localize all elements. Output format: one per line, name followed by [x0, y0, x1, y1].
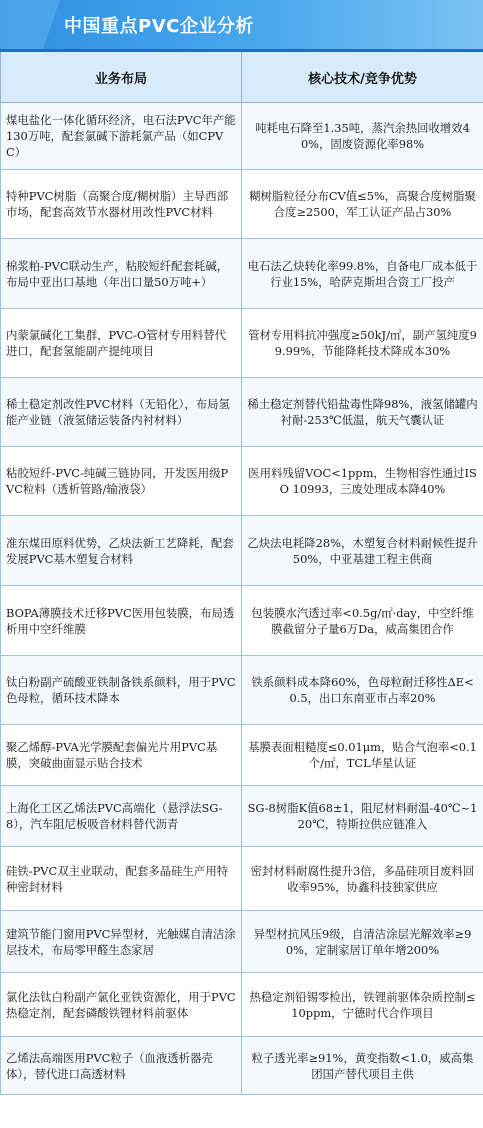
header-business-layout: 业务布局	[1, 52, 242, 103]
table-body	[1, 103, 483, 1095]
table-row	[1, 1037, 483, 1095]
business-layout-cell: 粘胶短纤-PVC-纯碱三链协同，开发医用级PVC粒料（透析管路/输液袋）	[1, 447, 242, 516]
core-advantage-cell: 异型材抗风压9级，自清洁涂层光解效率≥90%，定制家居订单年增200%	[242, 911, 483, 973]
business-layout-cell: 硅铁-PVC双主业联动，配套多晶硅生产用特种密封材料	[1, 847, 242, 911]
page-title: 中国重点PVC企业分析	[64, 16, 254, 37]
enterprise-table	[0, 52, 483, 1095]
title-bar	[0, 0, 483, 52]
business-layout-cell: 棉浆粕-PVC联动生产，粘胶短纤配套耗碱，布局中亚出口基地（年出口量50万吨+）	[1, 239, 242, 309]
header-core-advantage: 核心技术/竞争优势	[242, 52, 483, 103]
table-row	[1, 103, 483, 170]
business-layout-cell: 钛白粉副产硫酸亚铁制备铁系颜料，用于PVC色母粒，循环技术降本	[1, 656, 242, 725]
business-layout-cell: BOPA薄膜技术迁移PVC医用包装膜，布局透析用中空纤维膜	[1, 586, 242, 656]
core-advantage-cell: 稀土稳定剂替代铅盐毒性降98%，液氢储罐内衬耐-253℃低温，航天气囊认证	[242, 378, 483, 447]
core-advantage-cell: 基膜表面粗糙度≤0.01μm，贴合气泡率<0.1个/㎡，TCL华星认证	[242, 725, 483, 786]
table-row	[1, 170, 483, 239]
table-row	[1, 309, 483, 378]
table-row	[1, 378, 483, 447]
business-layout-cell: 特种PVC树脂（高聚合度/糊树脂）主导西部市场，配套高效节水器材用改性PVC材料	[1, 170, 242, 239]
table-row	[1, 973, 483, 1037]
table-row	[1, 447, 483, 516]
core-advantage-cell: 电石法乙炔转化率99.8%，自备电厂成本低于行业15%，哈萨克斯坦合资工厂投产	[242, 239, 483, 309]
table-row	[1, 786, 483, 847]
core-advantage-cell: 糊树脂粒径分布CV值≤5%，高聚合度树脂聚合度≥2500，军工认证产品占30%	[242, 170, 483, 239]
business-layout-cell: 乙烯法高端医用PVC粒子（血液透析器壳体），替代进口高透材料	[1, 1037, 242, 1095]
core-advantage-cell: 医用料残留VOC<1ppm，生物相容性通过ISO 10993，三废处理成本降40%	[242, 447, 483, 516]
table-row	[1, 516, 483, 586]
core-advantage-cell: 热稳定剂铅锡零检出，铁锂前驱体杂质控制≤10ppm，宁德时代合作项目	[242, 973, 483, 1037]
core-advantage-cell: 密封材料耐腐性提升3倍，多晶硅项目废料回收率95%，协鑫科技独家供应	[242, 847, 483, 911]
table-row	[1, 239, 483, 309]
core-advantage-cell: 粒子透光率≥91%，黄变指数<1.0，威高集团国产替代项目主供	[242, 1037, 483, 1095]
business-layout-cell: 聚乙烯醇-PVA光学膜配套偏光片用PVC基膜，突破曲面显示贴合技术	[1, 725, 242, 786]
core-advantage-cell: 乙炔法电耗降28%，木塑复合材料耐候性提升50%，中亚基建工程主供商	[242, 516, 483, 586]
business-layout-cell: 氯化法钛白粉副产氯化亚铁资源化，用于PVC热稳定剂，配套磷酸铁锂材料前驱体	[1, 973, 242, 1037]
business-layout-cell: 建筑节能门窗用PVC异型材，光触媒自清洁涂层技术，布局零甲醛生态家居	[1, 911, 242, 973]
table-header-row	[1, 52, 483, 103]
core-advantage-cell: 吨耗电石降至1.35吨，蒸汽余热回收增效40%，固废资源化率98%	[242, 103, 483, 170]
table-row	[1, 847, 483, 911]
business-layout-cell: 稀土稳定剂改性PVC材料（无铅化），布局氢能产业链（液氢储运装备内衬材料）	[1, 378, 242, 447]
core-advantage-cell: SG-8树脂K值68±1，阻尼材料耐温-40℃~120℃，特斯拉供应链准入	[242, 786, 483, 847]
business-layout-cell: 上海化工区乙烯法PVC高端化（悬浮法SG-8），汽车阻尼板吸音材料替代沥青	[1, 786, 242, 847]
business-layout-cell: 准东煤田原料优势，乙炔法新工艺降耗，配套发展PVC基木塑复合材料	[1, 516, 242, 586]
table-row	[1, 725, 483, 786]
business-layout-cell: 内蒙氯碱化工集群，PVC-O管材专用料替代进口，配套氢能副产提纯项目	[1, 309, 242, 378]
table-row	[1, 586, 483, 656]
table-row	[1, 656, 483, 725]
table-row	[1, 911, 483, 973]
core-advantage-cell: 包装膜水汽透过率<0.5g/㎡·day，中空纤维膜截留分子量6万Da，威高集团合作	[242, 586, 483, 656]
core-advantage-cell: 管材专用料抗冲强度≥50kJ/㎡，副产氢纯度99.99%，节能降耗技术降成本30%	[242, 309, 483, 378]
business-layout-cell: 煤电盐化一体化循环经济，电石法PVC年产能130万吨，配套氯碱下游耗氯产品（如CPVC）	[1, 103, 242, 170]
core-advantage-cell: 铁系颜料成本降60%，色母粒耐迁移性ΔE<0.5，出口东南亚市占率20%	[242, 656, 483, 725]
